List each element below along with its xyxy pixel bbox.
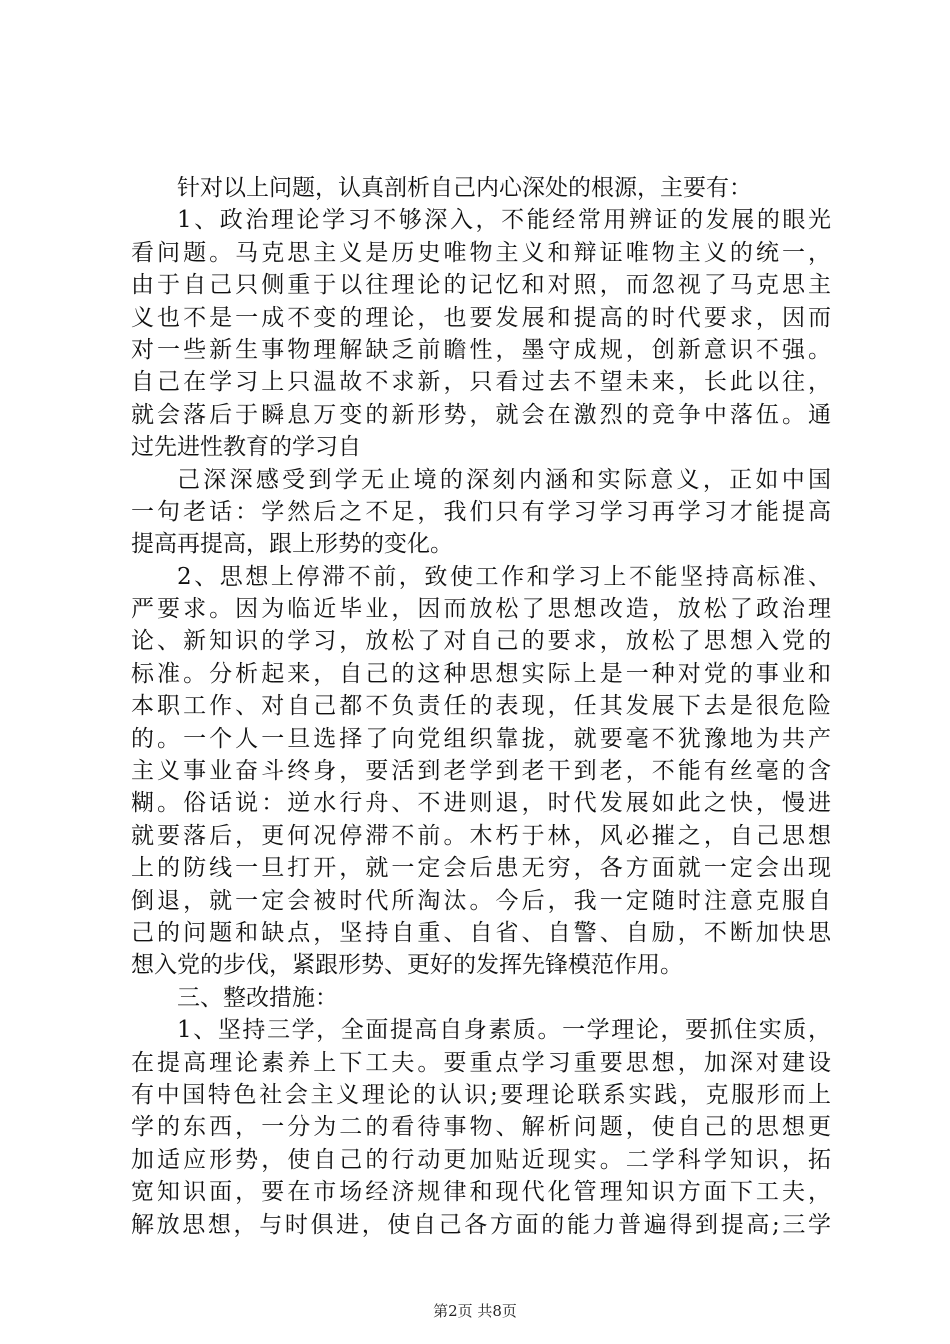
text-line: 义也不是一成不变的理论，也要发展和提高的时代要求，因而: [131, 304, 831, 331]
text-line: 己的问题和缺点，坚持自重、自省、自警、自励，不断加快思: [131, 919, 831, 946]
text-line: 就要落后，更何况停滞不前。木朽于林，风必摧之，自己思想: [131, 822, 831, 849]
text-line: 对一些新生事物理解缺乏前瞻性，墨守成规，创新意识不强。: [131, 336, 831, 363]
text-line: 就会落后于瞬息万变的新形势，就会在激烈的竞争中落伍。通: [131, 401, 831, 428]
text-line: 自己在学习上只温故不求新，只看过去不望未来，长此以往，: [131, 369, 831, 396]
text-line: 己深深感受到学无止境的深刻内涵和实际意义，正如中国: [177, 466, 831, 493]
text-line: 有中国特色社会主义理论的认识;要理论联系实践，克服形而上: [131, 1081, 831, 1108]
text-line: 加适应形势，使自己的行动更加贴近现实。二学科学知识，拓: [131, 1146, 831, 1173]
text-line: 论、新知识的学习，放松了对自己的要求，放松了思想入党的: [131, 628, 831, 655]
text-line: 解放思想，与时俱进，使自己各方面的能力普遍得到提高;三学: [131, 1211, 831, 1238]
text-line: 糊。俗话说：逆水行舟、不进则退，时代发展如此之快，慢进: [131, 790, 831, 817]
text-line: 三、整改措施：: [177, 984, 338, 1011]
text-line: 的。一个人一旦选择了向党组织靠拢，就要毫不犹豫地为共产: [131, 725, 831, 752]
text-line: 本职工作、对自己都不负责任的表现，任其发展下去是很危险: [131, 693, 831, 720]
text-line: 在提高理论素养上下工夫。要重点学习重要思想，加深对建设: [131, 1049, 831, 1076]
text-line: 上的防线一旦打开，就一定会后患无穷，各方面就一定会出现: [131, 855, 831, 882]
text-line: 由于自己只侧重于以往理论的记忆和对照，而忽视了马克思主: [131, 272, 831, 299]
text-line: 宽知识面，要在市场经济规律和现代化管理知识方面下工夫，: [131, 1179, 831, 1206]
text-line: 一句老话：学然后之不足，我们只有学习学习再学习才能提高: [131, 498, 831, 525]
text-line: 看问题。马克思主义是历史唯物主义和辩证唯物主义的统一，: [131, 239, 831, 266]
text-line: 倒退，就一定会被时代所淘汰。今后，我一定随时注意克服自: [131, 887, 831, 914]
text-line: 过先进性教育的学习自: [131, 434, 361, 461]
text-line: 主义事业奋斗终身，要活到老学到老干到老，不能有丝毫的含: [131, 758, 831, 785]
text-line: 想入党的步伐，紧跟形势、更好的发挥先锋模范作用。: [131, 952, 683, 979]
text-line: 标准。分析起来，自己的这种思想实际上是一种对党的事业和: [131, 660, 831, 687]
text-line: 2、思想上停滞不前，致使工作和学习上不能坚持高标准、: [177, 563, 831, 590]
document-body: [131, 172, 831, 1241]
text-line: 1、政治理论学习不够深入，不能经常用辨证的发展的眼光: [177, 207, 831, 234]
text-line: 提高再提高，跟上形势的变化。: [131, 531, 453, 558]
text-line: 1、坚持三学，全面提高自身素质。一学理论，要抓住实质，: [177, 1017, 831, 1044]
text-line: 学的东西，一分为二的看待事物、解析问题，使自己的思想更: [131, 1114, 831, 1141]
text-line: 针对以上问题，认真剖析自己内心深处的根源，主要有：: [177, 175, 752, 201]
text-line: 严要求。因为临近毕业，因而放松了思想改造，放松了政治理: [131, 596, 831, 623]
page-footer: 第2页 共8页: [433, 1302, 517, 1320]
